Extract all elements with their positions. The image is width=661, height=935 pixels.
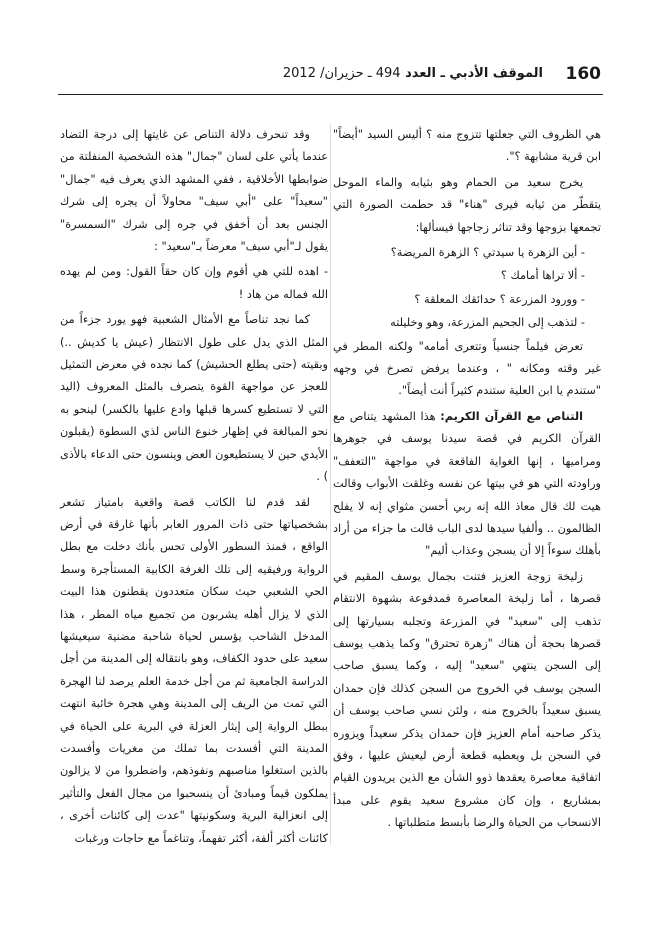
section-heading: التناص مع القرآن الكريم:	[440, 409, 583, 423]
issue-info: 494 ـ حزيران/ 2012	[282, 66, 401, 81]
paragraph: تعرض فيلماً جنسياً وتتعرى أمامه" ولكنه المطر في غير وقته ومكانه " ، وعندما يرفض تصرخ في وجهه "ستندم يا ابن العلية ستندم كثيراً أنت أيضاً".	[333, 339, 601, 398]
left-column	[60, 124, 328, 853]
right-column	[333, 124, 601, 838]
paragraph: كما نجد تناصاً مع الأمثال الشعبية فهو يورد جزءاً من المثل الذي يدل على طول الانتظار (عيش يا كديش ..) وبقيته (حتى يطلع الحشيش) كما نجده في معرض التمثيل للعجز عن مواجهة القوة يتصرف بالمثل المعروف (اليد التي لا تستطيع كسرها قبلها وادع عليها بالكسر) لينحو به نحو المبالغة في إظهار خنوع الناس لذي السطوة (يقبلون الأيدي حين لا يستطيعون العض وينسون حتى الدعاء بالأذى ) .	[60, 313, 328, 484]
paragraph-text: هذا المشهد يتناص مع القرآن الكريم في قصة سيدنا يوسف في جوهرها ومراميها ، إنها الغواية الفاقعة في مواجهة "التعفف" وراودته التي هو في بيتها عن نفسه وغلقت الأبواب وقالت هيت لك قال معاذ الله إنه ربي أحسن مثواي إنه لا يفلح الظالمون .. وألفيا سيدها لدى الباب قالت ما جزاء من أراد بأهلك سوءاً إلا أن يسجن وعذاب أليم"	[333, 409, 601, 558]
paragraph: زليخة زوجة العزيز فتنت بجمال يوسف المقيم في قصرها ، أما زليخة المعاصرة فمدفوعة بشهوة الانتقام تذهب إلى "سعيد" في المزرعة وتجلبه بسيارتها إلى قصرها بحجة أن هناك "زهرة تحترق" وكما يذهب يوسف إلى السجن ينتهي "سعيد" إليه ، وكما يسبق صاحب السجن يوسف في الخروج من السجن كذلك فإن حمدان يسبق سعيداً بالخروج منه ، ولئن نسي صاحب يوسف أن يذكر صاحبه أمام العزيز فإن حمدان يذكر سعيداً ويزوره في السجن بل ويعطيه قطعة أرض ليعيش عليها ، وفق اتفاقية معاصرة يعقدها ذوو الشأن مع الذين يريدون القيام بمشاريع ، وإن كان مشروع سعيد يقوم على مبدأ الانسحاب من الحياة والرضا بأبسط متطلباتها .	[333, 569, 601, 830]
paragraph: هي الظروف التي جعلتها تتزوج منه ؟ أليس السيد "أيضاً" ابن قرية مشابهة ؟".	[333, 128, 601, 164]
dialogue-line: - وورود المزرعة ؟ حدائقك المعلقة ؟	[414, 292, 585, 306]
quote: - اهده للتي هي أقوم وإن كان حقاً القول: ومن لم يهده الله فماله من هاد !	[60, 265, 328, 301]
running-header	[283, 66, 543, 81]
paragraph	[333, 406, 601, 563]
magazine-name: الموقف الأدبي ـ العدد	[405, 66, 543, 81]
paragraph: يخرج سعيد من الحمام وهو بثيابه والماء الموحل يتقطّر من ثيابه فيرى "هناء" قد حطمت الصورة التي تجمعها بزوجها وقد تناثر زجاجها فيسألها:	[333, 175, 601, 234]
header-rule	[58, 94, 603, 95]
column-divider	[330, 124, 331, 845]
paragraph: لقد قدم لنا الكاتب قصة واقعية بامتياز تشعر بشخصياتها حتى ذات المرور العابر بأنها غارقة في أرض الواقع ، فمنذ السطور الأولى تحس بأنك دخلت مع بطل الرواية ورفيقيه إلى تلك الغرفة الكابية المستأجرة وسط الحي الشعبي حيث سكان متعددون يقطنون هذا البيت الذي لا يزال أهله يشربون من تجميع مياه المطر ، هذا المدخل الشاحب يؤسس لحياة شاحبة مضنية سيعيشها سعيد على حدود الكفاف، وهو بانتقاله إلى المدينة من أجل الدراسة الجامعية ثم من أجل خدمة العلم يرصد لنا الهجرة التي تمت من الريف إلى المدينة وهي هجرة خائبة انتهت ببطل الرواية إلى إيثار العزلة في البرية على الحياة في المدينة التي أفسدت بما تملك من مغريات وأفسدت بالذين استغلوا مناصبهم ونفوذهم، واضطروا من لا يزالون يملكون قيماً ومبادئ أن ينسحبوا من مجال الفعل والتأثير إلى انعزالية البرية وسكونيتها "عدت إلى كائنات أخرى ، كائنات أكثر ألفة، أكثر تفهماً، وتناغماً مع حاجات ورغبات	[60, 495, 328, 845]
dialogue-line: - أين الزهرة يا سيدتي ؟ الزهرة المريضة؟	[390, 246, 585, 260]
paragraph: وقد تنحرف دلالة التناص عن غايتها إلى درجة التضاد عندما يأتي على لسان "جمال" هذه الشخصية المنفلتة من ضوابطها الأخلاقية ، ففي المشهد الذي يعرف فيه "جمال" "سعيداً" على "أبي سيف" محاولاً أن يجره إلى شرك الجنس بعد أن أخفق في جره إلى شرك "السمسرة" يقول لـ"أبي سيف" معرضاً بـ"سعيد" :	[60, 128, 328, 254]
page-number: 160	[565, 64, 601, 84]
dialogue-line: - ألا تراها أمامك ؟	[500, 269, 585, 283]
dialogue-line: - لتذهب إلى الجحيم المزرعة، وهو وخليلته	[390, 316, 585, 330]
